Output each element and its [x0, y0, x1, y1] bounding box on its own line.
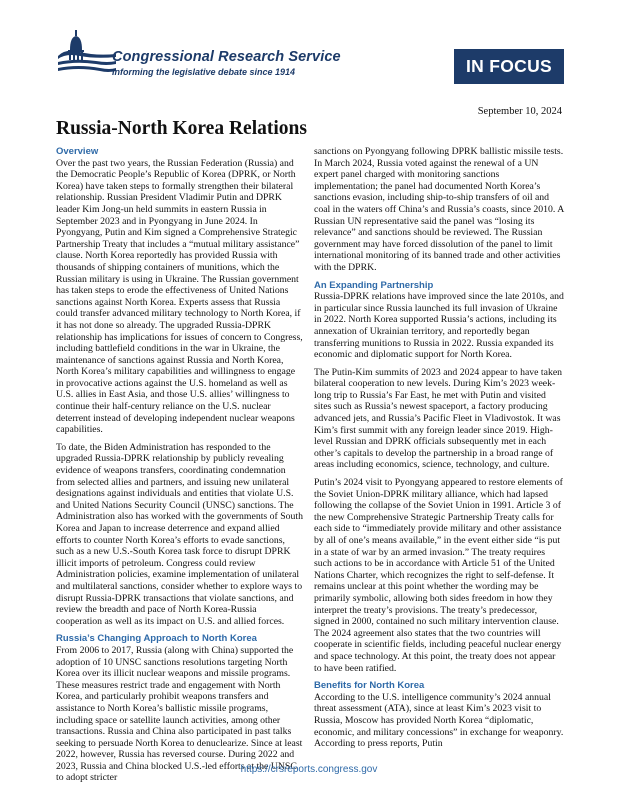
section-heading-benefits: Benefits for North Korea — [314, 680, 425, 692]
partnership-paragraph-2: The Putin-Kim summits of 2023 and 2024 appear to have taken bilateral cooperation to new levels. During Kim’s 2023 week-long trip to Russia’s Far East, he met with Putin and visited sites such as Russia’s newest spaceport, a factory producing advanced jets, and Russia’s Pacific Fleet in Vladivostok. It was Kim’s first summit with any foreign leader since 2019. High-level Russian and DPRK officials subsequently met in each other’s capitals to develop the partnership in a broad range of areas including economics, science, technology, and culture. — [314, 366, 563, 471]
right-column — [314, 146, 564, 756]
page-title: Russia-North Korea Relations — [56, 118, 307, 139]
publication-date: September 10, 2024 — [477, 106, 562, 117]
left-column — [56, 146, 304, 790]
section-heading-changing-approach: Russia’s Changing Approach to North Korea — [56, 633, 257, 645]
section-heading-partnership: An Expanding Partnership — [314, 279, 434, 291]
approach-paragraph-2: sanctions on Pyongyang following DPRK ballistic missile tests. In March 2024, Russia voted against the renewal of a UN expert panel charged with monitoring sanctions implementation; the panel had documented North Korea’s sanctions evasion, including ship-to-ship transfers of oil and coal in the waters off China’s and Russia’s coasts, since 2010. A Russian UN representative said the panel was “losing its relevance” and sanctions should be reviewed. The Russian government may have forced dissolution of the panel to limit international monitoring of its banned trade and other activities with the DPRK. — [314, 146, 564, 273]
overview-paragraph-2: To date, the Biden Administration has responded to the upgraded Russia-DPRK relationship by publicly revealing evidence of weapons transfers, coordinating condemnation from selected allies and partners, and issuing new unilateral designations against individuals and entities that violate U.S. and United Nations Security Council (UNSC) sanctions. The Administration also has worked with the governments of South Korea and Japan to increase deterrence and expand allied efforts to counter North Korea’s efforts to evade sanctions, such as a new U.S.-South Korea task force to disrupt DPRK illicit imports of petroleum. Congress could review Administration policies, examine implementation of unilateral and multilateral sanctions, consider whether to explore ways to disrupt Russia-DPRK transactions that violate sanctions, and review the breadth and pace of North Korea-Russia cooperation as well as its impact on U.S. and allied forces. — [56, 441, 303, 627]
org-tagline: Informing the legislative debate since 1914 — [112, 67, 296, 77]
partnership-paragraph-1: Russia-DPRK relations have improved since the late 2010s, and in particular since Russia launched its full invasion of Ukraine in 2022. North Korea supported Russia’s actions, including its annexation of Ukrainian territory, and reportedly began transferring munitions to Russia in 2022. Russia expanded its economic and diplomatic support for North Korea. — [314, 291, 564, 361]
capitol-dome-icon — [56, 28, 118, 80]
in-focus-badge: IN FOCUS — [454, 49, 564, 84]
approach-paragraph-1: From 2006 to 2017, Russia (along with China) supported the adoption of 10 UNSC sanctions resolutions targeting North Korea over its illicit nuclear weapons and missile programs. These measures restrict trade and engagement with North Korea, and particularly prohibit weapons transfers and assistance to North Korea’s ballistic missile programs, including space or satellite launch activities, among other transactions. Russia and China also participated in past talks seeking to persuade North Korea to denuclearize. Since at least 2022, however, Russia has reversed course. During 2022 and 2023, Russia and China blocked U.S.-led efforts at the UNSC to adopt stricter — [56, 644, 303, 784]
partnership-paragraph-3: Putin’s 2024 visit to Pyongyang appeared to restore elements of the Soviet Union-DPRK military alliance, which had lapsed following the collapse of the Soviet Union in 1991. Article 3 of the new Comprehensive Strategic Partnership Treaty calls for each side to “immediately provide military and other assistance by all of one’s means available,” in the event either side “is put in a state of war by an armed invasion.” The treaty requires such actions to be in accordance with Article 51 of the United Nations Charter, which recognizes the right to self-defense. It remains unclear at this point whether the wording may be primarily symbolic, allowing both sides freedom in how they interpret the treaty’s provisions. The treaty’s predecessor, signed in 2000, contained no such military intervention clause. The 2024 agreement also states that the two countries will cooperate in scientific fields, including peaceful nuclear energy and space technology. At this point, the treaty does not appear to have been ratified. — [314, 477, 563, 674]
crs-reports-link[interactable]: https://crsreports.congress.gov — [240, 764, 378, 775]
section-heading-overview: Overview — [56, 146, 99, 157]
org-name: Congressional Research Service — [112, 49, 341, 65]
benefits-paragraph-1: According to the U.S. intelligence community’s 2024 annual threat assessment (ATA), since at least Kim’s 2023 visit to Russia, Moscow has provided North Korea “diplomatic, economic, and military concessions” in exchange for weaponry. According to press reports, Putin — [314, 691, 564, 750]
overview-paragraph-1: Over the past two years, the Russian Federation (Russia) and the Democratic People’s Republic of Korea (DPRK, or North Korea) have taken steps to formally strengthen their bilateral relationship. Russian President Vladimir Putin and DPRK leader Kim Jong-un held summits in eastern Russia in September 2023 and in Pyongyang in June 2024. In Pyongyang, Putin and Kim signed a Comprehensive Strategic Partnership Treaty that includes a “mutual military assistance” clause. North Korea reportedly has provided Russia with thousands of shipping containers of munitions, which the Russian military is using in Ukraine. The Russian government has taken steps to erode the effectiveness of United Nations sanctions against North Korea. Experts assess that Russia could transfer advanced military technology to North Korea, if it has not done so already. The upgraded Russia-DPRK relationship has implications for issues of concern to Congress, including battlefield conditions in the war in Ukraine, the maintenance of sanctions against Russia and North Korea, North Korea’s military capabilities and willingness to engage in provocative actions against the U.S. homeland as well as U.S. allies in East Asia, and those U.S. allies’ willingness to continue their half-century reliance on the U.S. nuclear deterrent instead of developing independent nuclear weapons capabilities. — [56, 157, 303, 436]
